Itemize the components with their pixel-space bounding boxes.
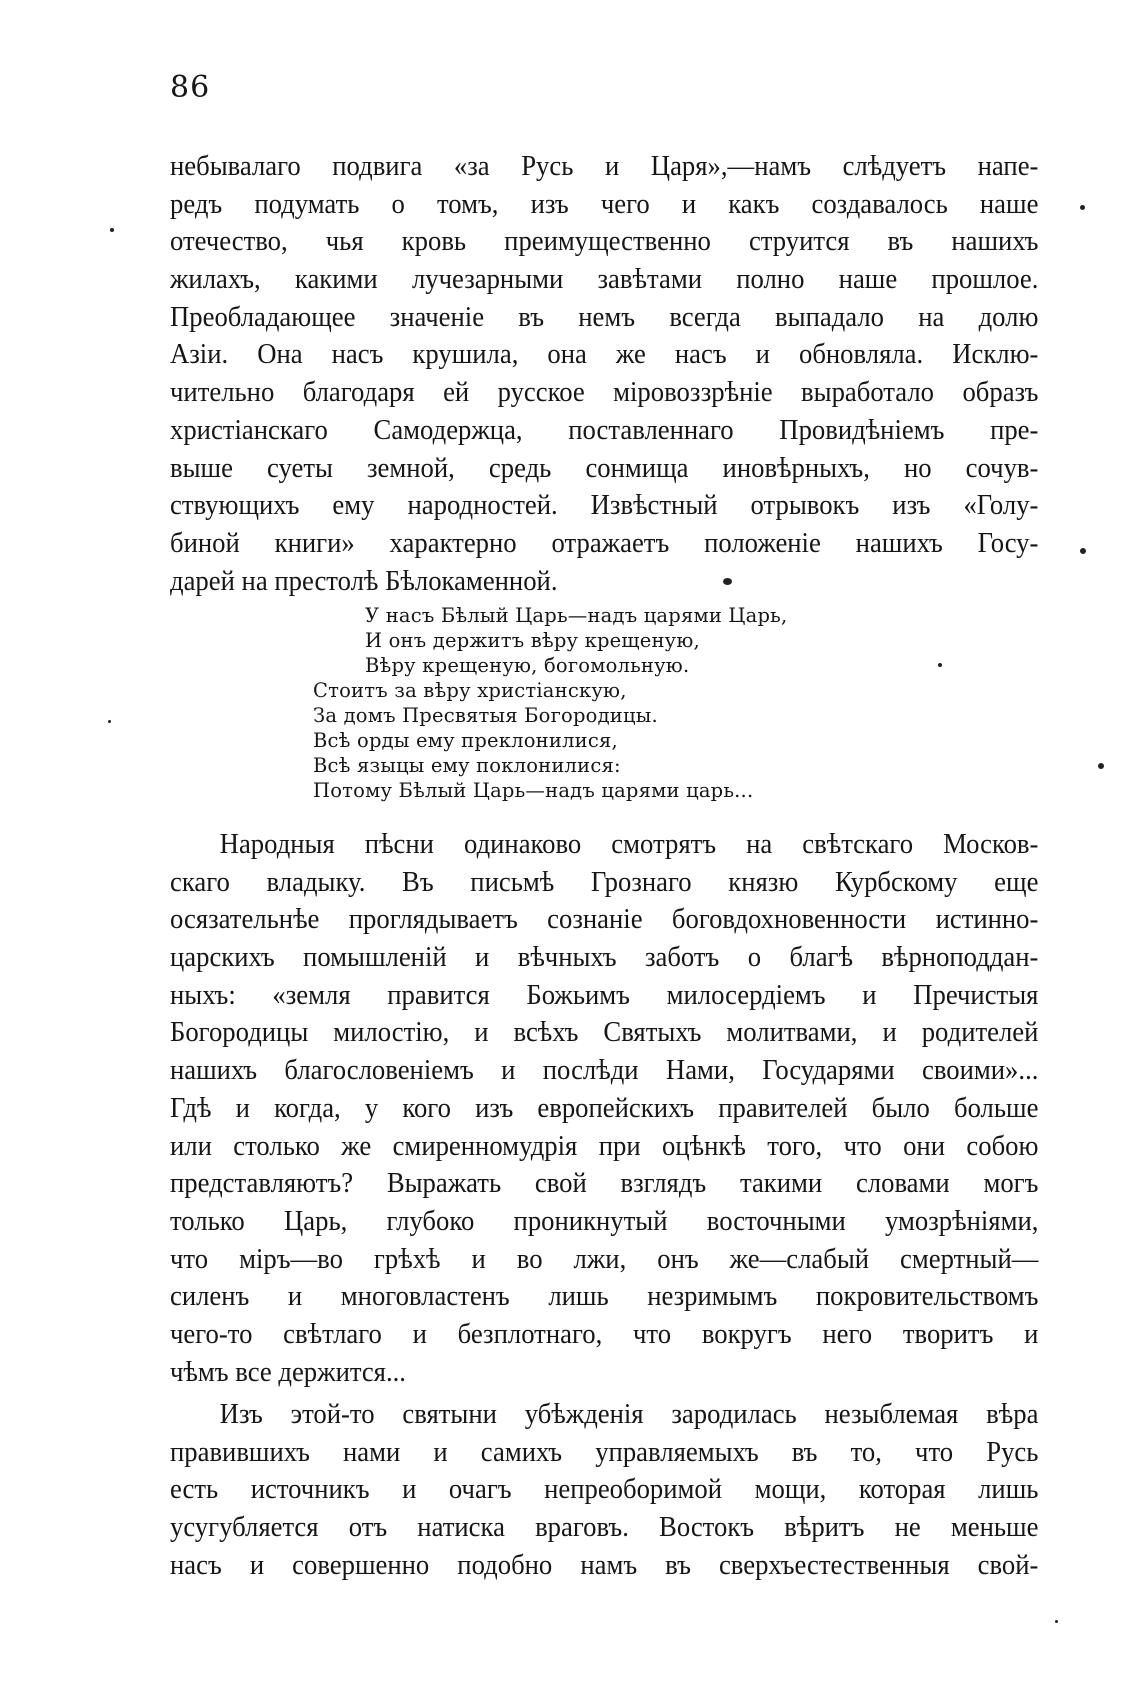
verse-line: Всѣ языцы ему поклонилися: [313,754,621,777]
text-line: царскихъ помышленій и вѣчныхъ заботъ о благѣ вѣрноподдан- [170,941,1039,974]
text-line: насъ и совершенно подобно намъ въ сверхъестественныя свой- [170,1548,1039,1581]
text-line: Азіи. Она насъ крушила, она же насъ и обновляла. Исклю- [170,338,1039,371]
verse-quotation [313,603,833,803]
verse-line: За домъ Пресвятыя Богородицы. [313,704,658,727]
scan-speck [108,720,111,723]
text-line: осязательнѣе проглядываетъ сознаніе боговдохновенности истинно- [170,903,1039,936]
text-line: биной книги» характерно отражаетъ положеніе нашихъ Госу- [170,526,1039,559]
scan-speck [1080,205,1085,210]
text-line: чѣмъ все держится... [170,1355,406,1388]
text-line: что міръ—во грѣхѣ и во лжи, онъ же—слабый смертный— [170,1242,1039,1275]
text-line: усугубляется отъ натиска враговъ. Востокъ вѣритъ не меньше [170,1511,1039,1544]
scan-speck [1055,1620,1058,1623]
text-line: ныхъ: «земля правится Божьимъ милосердіемъ и Пречистыя [170,978,1039,1011]
scan-speck [723,578,732,585]
verse-line: Вѣру крещеную, богомольную. [365,654,690,677]
text-line: христіанскаго Самодержца, поставленнаго Провидѣніемъ пре- [170,413,1039,446]
text-line: скаго владыку. Въ письмѣ Грознаго князю Курбскому еще [170,865,1039,898]
text-line: Преобладающее значеніе въ немъ всегда выпадало на долю [170,300,1039,333]
text-line: небывалаго подвига «за Русь и Царя»,—намъ слѣдуетъ напе- [170,150,1039,182]
text-line: ствующихъ ему народностей. Извѣстный отрывокъ изъ «Голу- [170,489,1039,522]
verse-line: И онъ держитъ вѣру крещеную, [365,629,700,652]
text-line: отечество, чья кровь преимущественно струится въ нашихъ [170,225,1039,258]
text-line: только Царь, глубоко проникнутый восточными умозрѣніями, [170,1204,1039,1237]
text-line: Богородицы милостію, и всѣхъ Святыхъ молитвами, и родителей [170,1016,1039,1049]
paragraph-1 [170,148,1040,600]
text-line: выше суеты земной, средь сонмища иновѣрныхъ, но сочув- [170,451,1039,484]
text-line: чего-то свѣтлаго и безплотнаго, что вокругъ него творитъ и [170,1317,1039,1350]
scan-speck [110,228,114,232]
verse-line: У насъ Бѣлый Царь—надъ царями Царь, [365,604,788,627]
text-line: дарей на престолѣ Бѣлокаменной. [170,564,558,597]
text-line: или столько же смиренномудрія при оцѣнкѣ того, что они собою [170,1129,1039,1162]
text-line: нашихъ благословеніемъ и послѣди Нами, Государями своими»... [170,1054,1039,1087]
text-line: чительно благодаря ей русское міровоззрѣніе выработало образъ [170,376,1039,409]
scan-speck [938,663,942,667]
text-line: есть источникъ и очагъ непреоборимой мощи, которая лишь [170,1473,1039,1506]
text-line: правившихъ нами и самихъ управляемыхъ въ то, что Русь [170,1435,1039,1468]
text-line: жилахъ, какими лучезарными завѣтами полно наше прошлое. [170,263,1039,296]
page-number: 86 [170,70,211,105]
paragraph-3 [170,1396,1040,1584]
text-line: редъ подумать о томъ, изъ чего и какъ создавалось наше [170,187,1039,220]
scan-speck [1098,763,1104,769]
verse-line: Всѣ орды ему преклонилися, [313,729,618,752]
verse-line: Стоитъ за вѣру христіанскую, [313,679,627,702]
text-line: представляютъ? Выражать свой взглядъ такими словами могъ [170,1167,1039,1200]
scan-speck [1080,548,1086,554]
text-line: Народныя пѣсни одинаково смотрятъ на свѣтскаго Москов- [219,828,1039,860]
verse-line: Потому Бѣлый Царь—надъ царями царь... [313,779,754,802]
text-line: Гдѣ и когда, у кого изъ европейскихъ правителей было больше [170,1091,1039,1124]
text-line: силенъ и многовластенъ лишь незримымъ покровительствомъ [170,1280,1039,1313]
paragraph-2 [170,826,1040,1391]
text-line: Изъ этой-то святыни убѣжденія зародилась незыблемая вѣра [219,1398,1039,1430]
